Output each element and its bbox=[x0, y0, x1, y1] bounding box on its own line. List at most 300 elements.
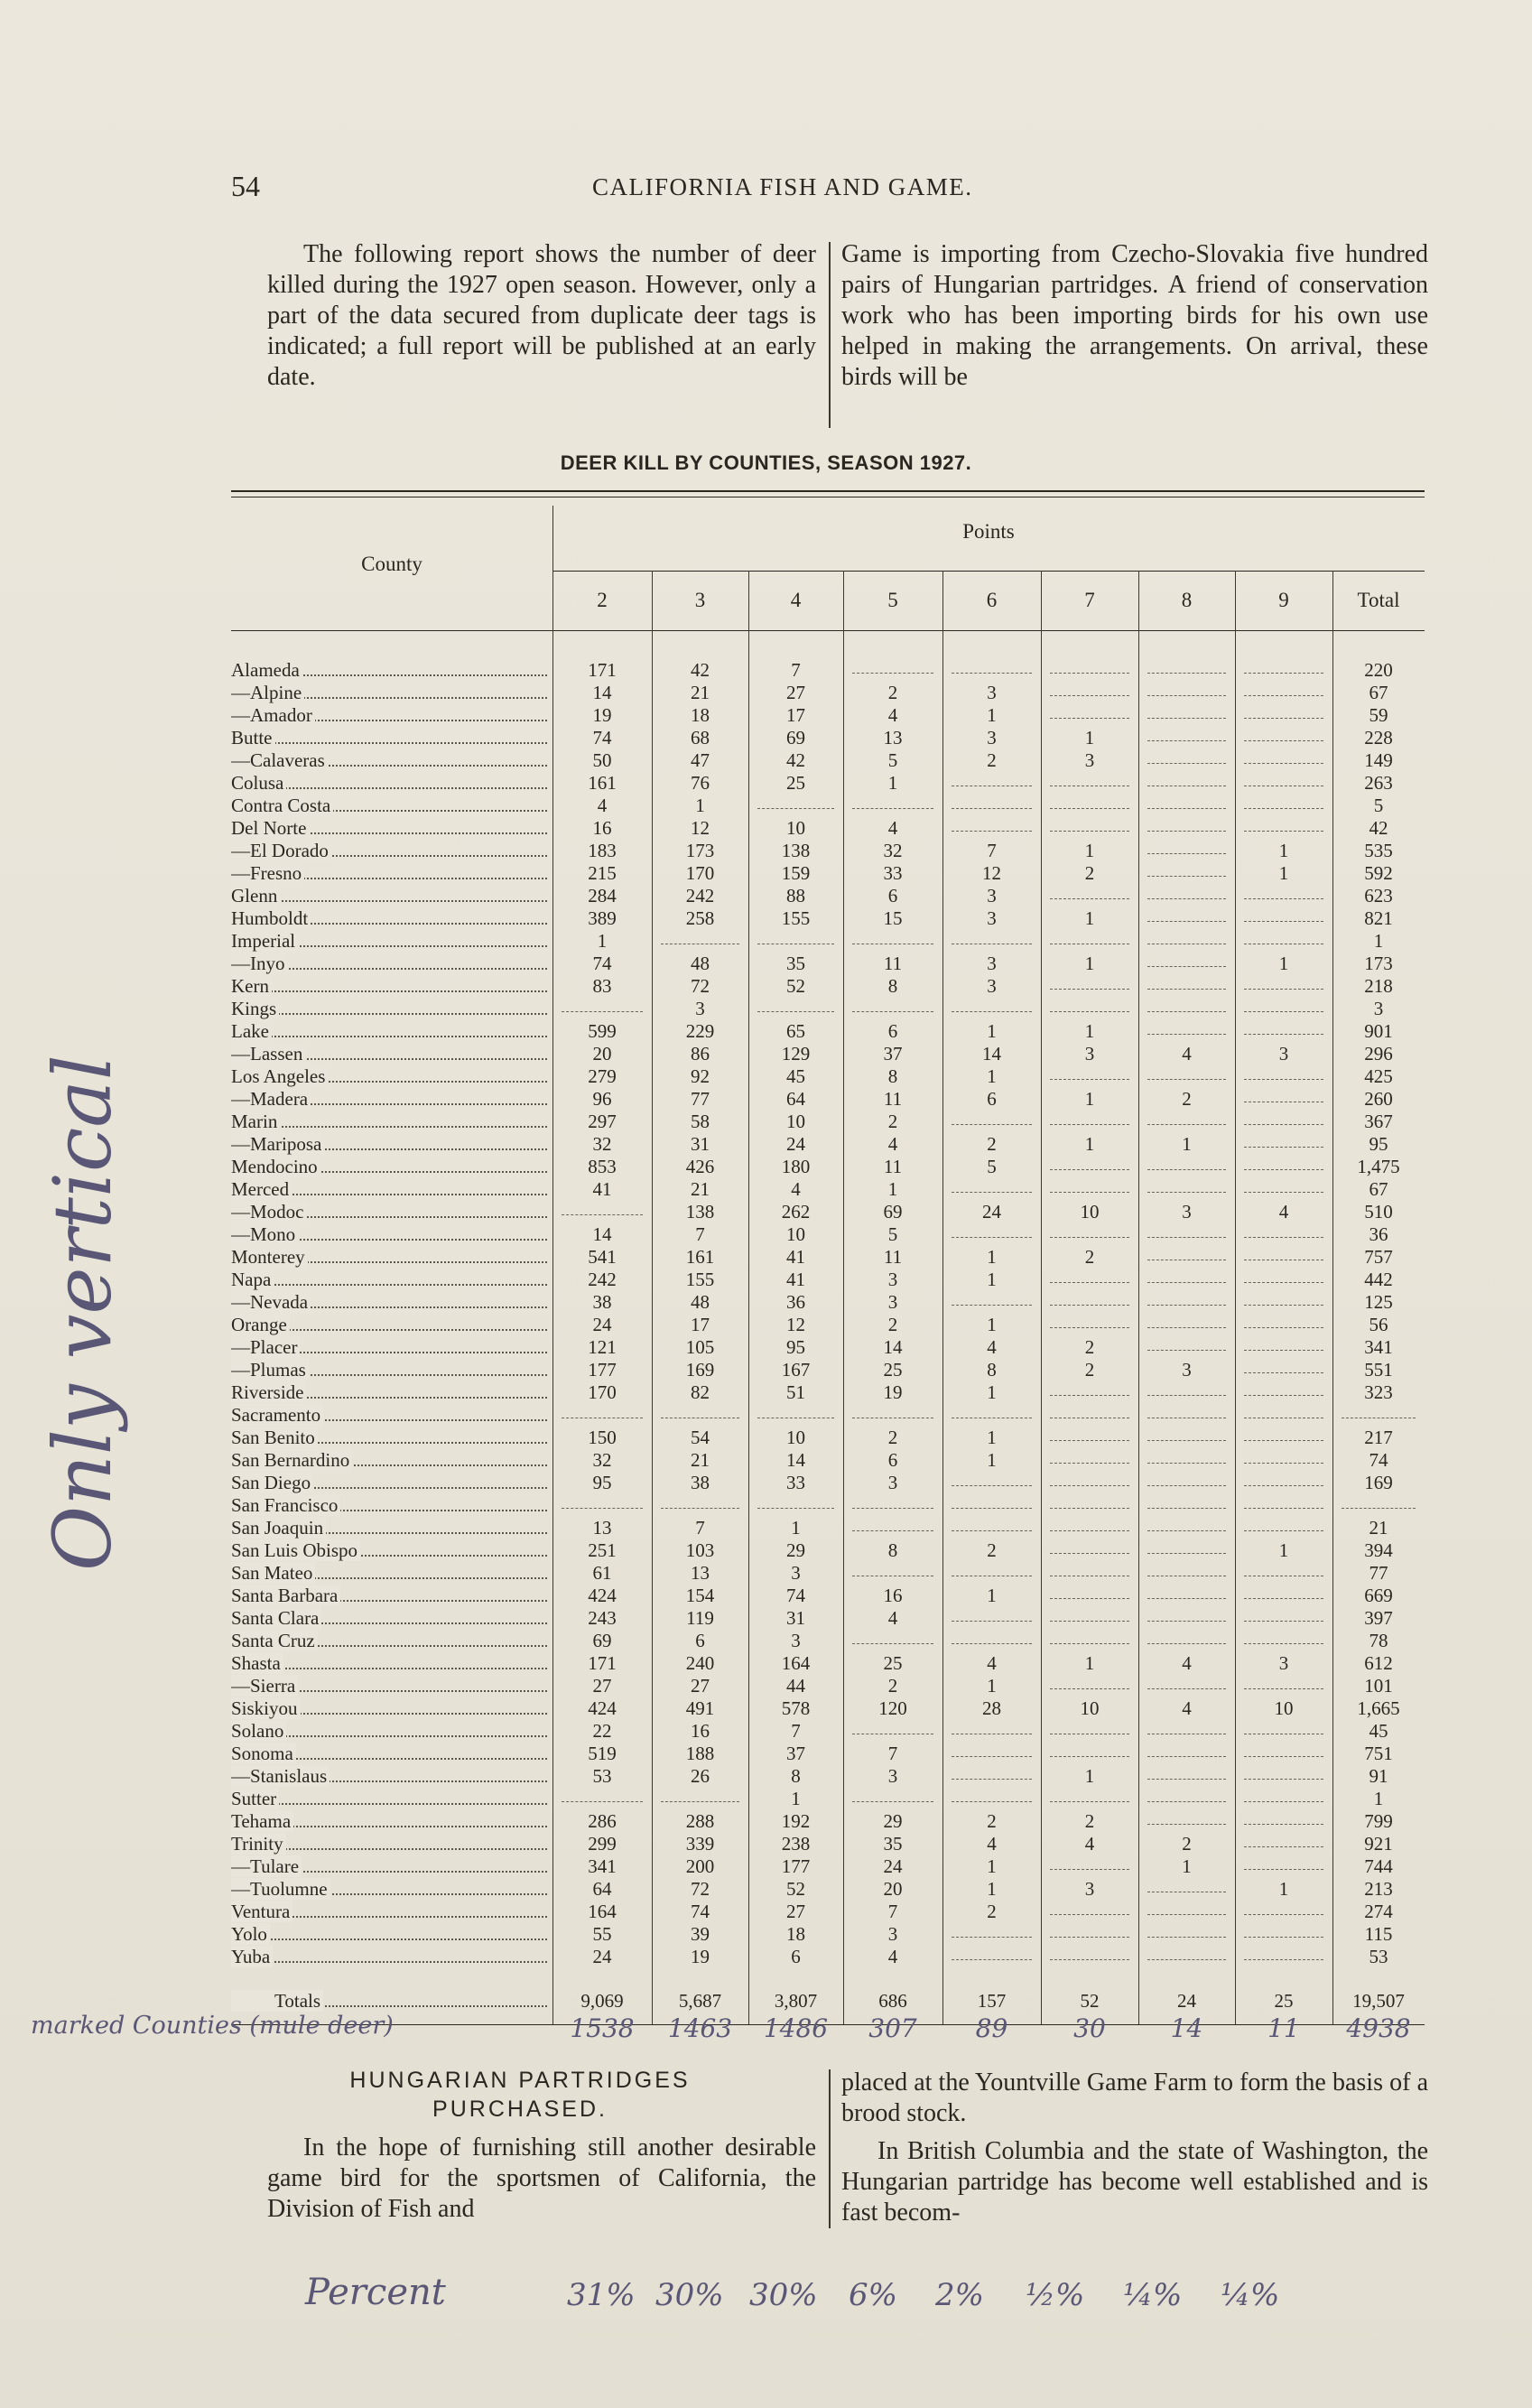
table-row bbox=[231, 727, 1425, 749]
table-cell: 1 bbox=[987, 1855, 997, 1877]
points-header: Points bbox=[962, 520, 1015, 543]
handwritten-marked-value: 11 bbox=[1267, 2013, 1300, 2043]
table-cell bbox=[562, 1494, 643, 1509]
table-cell bbox=[1050, 998, 1129, 1012]
table-cell: 96 bbox=[592, 1088, 612, 1110]
table-cell: 47 bbox=[691, 749, 710, 771]
table-cell: 1 bbox=[1084, 1133, 1095, 1155]
table-cell: 167 bbox=[781, 1359, 811, 1381]
table-row bbox=[231, 1539, 1425, 1562]
table-cell: 397 bbox=[1364, 1607, 1393, 1629]
county-name: —Modoc bbox=[231, 1201, 547, 1223]
table-cell bbox=[1244, 885, 1323, 899]
table-cell bbox=[952, 1472, 1032, 1486]
table-cell: 263 bbox=[1364, 772, 1393, 794]
handwritten-percent-value: 31% bbox=[567, 2277, 636, 2313]
table-cell bbox=[952, 1404, 1032, 1418]
table-cell bbox=[952, 772, 1032, 786]
table-cell: 155 bbox=[781, 907, 811, 929]
table-cell: 623 bbox=[1364, 885, 1393, 906]
table-row bbox=[231, 749, 1425, 772]
table-cell bbox=[1147, 907, 1226, 922]
table-cell: 7 bbox=[887, 1743, 898, 1764]
table-cell: 31 bbox=[691, 1133, 710, 1155]
table-cell: 426 bbox=[685, 1156, 715, 1177]
table-cell: 3 bbox=[987, 975, 997, 997]
table-cell: 164 bbox=[588, 1901, 617, 1922]
table-cell: 288 bbox=[685, 1810, 715, 1832]
county-name: Del Norte bbox=[231, 817, 547, 840]
table-cell: 669 bbox=[1364, 1585, 1393, 1606]
table-cell: 2 bbox=[987, 1901, 997, 1922]
table-cell: 394 bbox=[1364, 1539, 1393, 1561]
table-cell: 27 bbox=[691, 1675, 710, 1697]
handwritten-marked-value: 307 bbox=[868, 2013, 917, 2043]
section-right-paragraph: In British Columbia and the state of Washington, the Hungarian partridge has become well established and is fast becom- bbox=[841, 2137, 1428, 2227]
table-cell bbox=[1147, 1810, 1226, 1825]
table-cell bbox=[1147, 1246, 1226, 1260]
county-name: Lake bbox=[231, 1020, 547, 1043]
table-cell: 3 bbox=[987, 907, 997, 929]
table-cell bbox=[1244, 1314, 1323, 1328]
table-cell: 32 bbox=[883, 840, 903, 861]
table-cell bbox=[1147, 840, 1226, 854]
table-cell bbox=[1244, 1269, 1323, 1283]
table-cell: 1,665 bbox=[1357, 1697, 1400, 1719]
table-cell bbox=[1244, 1427, 1323, 1441]
table-cell bbox=[1147, 953, 1226, 967]
county-header: County bbox=[361, 553, 422, 575]
section-title-line2: PURCHASED. bbox=[432, 2097, 608, 2122]
table-cell: 74 bbox=[786, 1585, 805, 1606]
handwritten-marked-label: marked Counties (mule deer) bbox=[31, 2012, 394, 2040]
table-row bbox=[231, 1562, 1425, 1585]
table-cell bbox=[562, 1404, 643, 1418]
table-cell bbox=[952, 1788, 1032, 1802]
table-cell: 39 bbox=[691, 1923, 710, 1945]
column-header-8: 8 bbox=[1181, 589, 1193, 611]
table-cell bbox=[1050, 1223, 1129, 1238]
table-row bbox=[231, 1065, 1425, 1088]
table-cell bbox=[1147, 930, 1226, 944]
county-name: Napa bbox=[231, 1269, 547, 1291]
table-cell: 95 bbox=[786, 1336, 805, 1358]
table-cell: 173 bbox=[685, 840, 715, 861]
table-cell: 1 bbox=[1084, 840, 1095, 861]
totals-label: Totals bbox=[231, 1990, 547, 2013]
table-cell: 1 bbox=[1278, 953, 1289, 974]
table-cell bbox=[952, 1517, 1032, 1531]
table-row bbox=[231, 1156, 1425, 1178]
table-cell: 16 bbox=[691, 1720, 710, 1742]
county-name: Shasta bbox=[231, 1652, 547, 1675]
county-name: Santa Clara bbox=[231, 1607, 547, 1630]
table-cell: 17 bbox=[786, 704, 805, 726]
table-cell: 33 bbox=[786, 1472, 805, 1493]
table-cell: 3 bbox=[987, 727, 997, 748]
table-cell bbox=[1244, 975, 1323, 990]
county-name: —Lassen bbox=[231, 1043, 547, 1065]
table-cell: 31 bbox=[786, 1607, 805, 1629]
table-cell: 243 bbox=[588, 1607, 617, 1629]
table-cell: 44 bbox=[786, 1675, 805, 1697]
table-cell: 177 bbox=[588, 1359, 617, 1381]
table-cell: 58 bbox=[691, 1111, 710, 1132]
county-name: Yuba bbox=[231, 1946, 547, 1968]
table-cell: 578 bbox=[781, 1697, 811, 1719]
table-cell: 24 bbox=[592, 1946, 612, 1967]
table-row bbox=[231, 795, 1425, 817]
table-cell bbox=[1147, 659, 1226, 674]
table-cell bbox=[1244, 772, 1323, 786]
section-left-column bbox=[267, 2133, 816, 2225]
table-cell: 8 bbox=[987, 1359, 997, 1381]
table-cell: 33 bbox=[883, 862, 903, 884]
table-cell: 1 bbox=[1084, 1020, 1095, 1042]
county-name: Riverside bbox=[231, 1381, 547, 1404]
table-row bbox=[231, 659, 1425, 682]
county-name: —Mariposa bbox=[231, 1133, 547, 1156]
county-name: Contra Costa bbox=[231, 795, 547, 817]
county-name: —Amador bbox=[231, 704, 547, 727]
table-cell: 154 bbox=[685, 1585, 715, 1606]
table-cell: 1 bbox=[987, 1427, 997, 1448]
intro-left-column bbox=[267, 239, 816, 393]
table-cell bbox=[1147, 772, 1226, 786]
table-cell: 164 bbox=[781, 1652, 811, 1674]
table-cell: 17 bbox=[691, 1314, 710, 1335]
table-cell: 1 bbox=[987, 1585, 997, 1606]
table-cell bbox=[1050, 1788, 1129, 1802]
county-name: Merced bbox=[231, 1178, 547, 1201]
county-name: San Bernardino bbox=[231, 1449, 547, 1472]
table-cell bbox=[852, 1404, 933, 1418]
table-row bbox=[231, 1111, 1425, 1133]
table-cell: 188 bbox=[685, 1743, 715, 1764]
table-cell bbox=[852, 1494, 933, 1509]
handwritten-percent-value: 30% bbox=[749, 2277, 818, 2313]
table-cell: 19 bbox=[691, 1946, 710, 1967]
table-cell: 4 bbox=[791, 1178, 801, 1200]
table-cell: 170 bbox=[685, 862, 715, 884]
table-cell: 6 bbox=[887, 1020, 898, 1042]
table-cell bbox=[852, 1720, 933, 1734]
table-row bbox=[231, 1855, 1425, 1878]
table-cell: 48 bbox=[691, 1291, 710, 1313]
table-cell: 159 bbox=[781, 862, 811, 884]
table-cell bbox=[1147, 1404, 1226, 1418]
table-cell bbox=[1050, 659, 1129, 674]
table-cell: 1 bbox=[987, 1314, 997, 1335]
table-cell: 1 bbox=[1084, 953, 1095, 974]
table-cell: 121 bbox=[588, 1336, 617, 1358]
table-cell: 2 bbox=[987, 749, 997, 771]
county-name: San Mateo bbox=[231, 1562, 547, 1585]
table-cell: 3 bbox=[887, 1765, 898, 1787]
table-cell bbox=[852, 1562, 933, 1576]
table-cell bbox=[852, 930, 933, 944]
table-cell bbox=[1147, 1449, 1226, 1464]
table-cell: 1 bbox=[597, 930, 608, 952]
table-cell: 42 bbox=[691, 659, 710, 681]
table-cell bbox=[1147, 1539, 1226, 1554]
table-title: DEER KILL BY COUNTIES, SEASON 1927. bbox=[560, 451, 972, 474]
table-cell: 218 bbox=[1364, 975, 1393, 997]
table-cell: 240 bbox=[685, 1652, 715, 1674]
table-cell: 5 bbox=[987, 1156, 997, 1177]
table-cell: 297 bbox=[588, 1111, 617, 1132]
table-cell: 22 bbox=[592, 1720, 612, 1742]
total-cell: 157 bbox=[977, 1990, 1007, 2012]
handwritten-marked-value: 1486 bbox=[763, 2013, 829, 2043]
county-name: Mendocino bbox=[231, 1156, 547, 1178]
table-cell: 3 bbox=[1084, 749, 1095, 771]
table-cell bbox=[852, 998, 933, 1012]
county-name: Trinity bbox=[231, 1833, 547, 1855]
table-cell: 18 bbox=[691, 704, 710, 726]
table-cell: 15 bbox=[883, 907, 903, 929]
table-cell: 367 bbox=[1364, 1111, 1393, 1132]
table-cell bbox=[1050, 1111, 1129, 1125]
page-header bbox=[231, 170, 1423, 206]
county-name: Colusa bbox=[231, 772, 547, 795]
table-cell: 52 bbox=[786, 975, 805, 997]
table-cell bbox=[1244, 1923, 1323, 1938]
section-left-paragraph: In the hope of furnishing still another desirable game bird for the sportsmen of California, the Division of Fish and bbox=[267, 2134, 816, 2223]
table-cell: 19 bbox=[883, 1381, 903, 1403]
table-cell bbox=[757, 1404, 834, 1418]
table-cell: 115 bbox=[1364, 1923, 1393, 1945]
table-cell bbox=[1244, 659, 1323, 674]
table-cell: 853 bbox=[588, 1156, 617, 1177]
table-row bbox=[231, 1201, 1425, 1223]
page-number: 54 bbox=[231, 170, 260, 202]
table-cell: 425 bbox=[1364, 1065, 1393, 1087]
table-cell: 74 bbox=[691, 1901, 710, 1922]
table-cell: 54 bbox=[691, 1427, 710, 1448]
table-cell: 1 bbox=[1084, 907, 1095, 929]
table-cell bbox=[1147, 1901, 1226, 1915]
table-cell bbox=[952, 930, 1032, 944]
table-row bbox=[231, 1178, 1425, 1201]
table-cell: 799 bbox=[1364, 1810, 1393, 1832]
table-cell bbox=[1050, 772, 1129, 786]
table-cell: 138 bbox=[685, 1201, 715, 1223]
table-cell bbox=[1147, 1788, 1226, 1802]
table-cell: 220 bbox=[1364, 659, 1393, 681]
table-cell: 64 bbox=[592, 1878, 612, 1900]
table-cell: 16 bbox=[883, 1585, 903, 1606]
table-cell: 341 bbox=[588, 1855, 617, 1877]
points-header-rule bbox=[552, 571, 1425, 572]
table-cell: 14 bbox=[786, 1449, 805, 1471]
table-row bbox=[231, 1427, 1425, 1449]
county-name: —Plumas bbox=[231, 1359, 547, 1381]
table-row bbox=[231, 1020, 1425, 1043]
table-cell: 238 bbox=[781, 1833, 811, 1855]
table-cell bbox=[852, 1630, 933, 1644]
section-column-divider bbox=[829, 2069, 831, 2228]
table-cell bbox=[952, 1630, 1032, 1644]
table-cell: 119 bbox=[686, 1607, 714, 1629]
table-cell: 24 bbox=[883, 1855, 903, 1877]
running-title: CALIFORNIA FISH AND GAME. bbox=[592, 173, 973, 200]
table-cell bbox=[1050, 885, 1129, 899]
table-cell: 1 bbox=[1084, 727, 1095, 748]
table-cell: 510 bbox=[1364, 1201, 1393, 1223]
table-cell bbox=[1147, 1111, 1226, 1125]
county-name: Ventura bbox=[231, 1901, 547, 1923]
table-cell: 37 bbox=[883, 1043, 903, 1065]
table-cell: 229 bbox=[685, 1020, 715, 1042]
intro-right-column bbox=[841, 239, 1428, 393]
column-header-4: 4 bbox=[790, 589, 802, 611]
table-cell: 149 bbox=[1364, 749, 1393, 771]
table-cell bbox=[1244, 1381, 1323, 1396]
table-cell bbox=[1050, 1946, 1129, 1960]
county-name: Glenn bbox=[231, 885, 547, 907]
table-cell: 4 bbox=[1182, 1043, 1192, 1065]
table-cell bbox=[1147, 1607, 1226, 1622]
table-cell bbox=[1244, 1111, 1323, 1125]
table-cell: 177 bbox=[781, 1855, 811, 1877]
table-cell bbox=[1244, 1855, 1323, 1870]
table-cell bbox=[1050, 1494, 1129, 1509]
table-cell bbox=[952, 1494, 1032, 1509]
table-cell: 2 bbox=[1084, 1246, 1095, 1268]
table-cell: 3 bbox=[887, 1291, 898, 1313]
table-cell: 59 bbox=[1369, 704, 1388, 726]
table-row bbox=[231, 1607, 1425, 1630]
table-cell: 3 bbox=[887, 1269, 898, 1290]
table-cell: 77 bbox=[1369, 1562, 1388, 1584]
table-cell: 200 bbox=[685, 1855, 715, 1877]
county-name: San Joaquin bbox=[231, 1517, 547, 1539]
table-cell: 2 bbox=[1084, 862, 1095, 884]
table-cell bbox=[1147, 862, 1226, 877]
total-cell: 52 bbox=[1080, 1990, 1100, 2012]
table-cell bbox=[1050, 1630, 1129, 1644]
table-cell: 6 bbox=[791, 1946, 801, 1967]
table-row bbox=[231, 953, 1425, 975]
table-cell: 323 bbox=[1364, 1381, 1393, 1403]
table-cell: 4 bbox=[987, 1833, 997, 1855]
table-cell: 3 bbox=[1182, 1201, 1192, 1223]
county-name: Siskiyou bbox=[231, 1697, 547, 1720]
table-cell bbox=[1244, 704, 1323, 719]
table-cell bbox=[1147, 682, 1226, 696]
table-cell bbox=[1147, 749, 1226, 764]
table-cell bbox=[1244, 1359, 1323, 1373]
table-cell: 12 bbox=[982, 862, 1001, 884]
table-cell: 21 bbox=[691, 1178, 710, 1200]
table-cell: 10 bbox=[786, 1223, 805, 1245]
table-cell bbox=[852, 1788, 933, 1802]
table-cell: 27 bbox=[786, 1901, 805, 1922]
table-cell: 3 bbox=[1278, 1043, 1289, 1065]
table-cell bbox=[952, 1720, 1032, 1734]
table-cell: 20 bbox=[592, 1043, 612, 1065]
table-cell: 86 bbox=[691, 1043, 710, 1065]
table-cell: 1 bbox=[1084, 1652, 1095, 1674]
handwritten-marked-value: 89 bbox=[975, 2013, 1008, 2043]
table-cell bbox=[1147, 1562, 1226, 1576]
table-cell: 242 bbox=[685, 885, 715, 906]
table-cell: 751 bbox=[1364, 1743, 1393, 1764]
table-cell: 274 bbox=[1364, 1901, 1393, 1922]
table-cell bbox=[1244, 1449, 1323, 1464]
table-cell bbox=[1244, 1788, 1323, 1802]
table-cell bbox=[1147, 1178, 1226, 1193]
table-cell bbox=[1342, 1494, 1416, 1509]
table-cell: 341 bbox=[1364, 1336, 1393, 1358]
table-cell bbox=[952, 1946, 1032, 1960]
table-row bbox=[231, 907, 1425, 930]
table-row bbox=[231, 1675, 1425, 1697]
table-top-rule bbox=[231, 490, 1425, 492]
table-cell: 5 bbox=[887, 749, 898, 771]
total-cell: 25 bbox=[1274, 1990, 1294, 2012]
table-cell bbox=[852, 1517, 933, 1531]
table-cell bbox=[852, 659, 933, 674]
table-cell bbox=[1147, 1675, 1226, 1689]
table-cell: 64 bbox=[786, 1088, 805, 1110]
table-cell: 2 bbox=[987, 1133, 997, 1155]
table-cell: 36 bbox=[786, 1291, 805, 1313]
table-cell bbox=[952, 1765, 1032, 1780]
table-cell bbox=[1244, 1246, 1323, 1260]
table-cell: 2 bbox=[887, 1314, 898, 1335]
table-row bbox=[231, 1404, 1425, 1427]
handwritten-marked-value: 14 bbox=[1170, 2013, 1203, 2043]
table-cell: 4 bbox=[597, 795, 608, 816]
table-cell bbox=[1050, 1539, 1129, 1554]
table-cell: 4 bbox=[987, 1336, 997, 1358]
table-cell: 48 bbox=[691, 953, 710, 974]
total-cell: 9,069 bbox=[580, 1990, 624, 2012]
table-cell: 1 bbox=[1278, 862, 1289, 884]
handwritten-percent-value: 30% bbox=[655, 2277, 724, 2313]
total-cell: 686 bbox=[878, 1990, 907, 2012]
county-name: —El Dorado bbox=[231, 840, 547, 862]
table-cell: 1 bbox=[1182, 1133, 1192, 1155]
table-cell: 25 bbox=[883, 1359, 903, 1381]
deer-kill-table bbox=[231, 659, 1425, 1968]
table-cell bbox=[1050, 1314, 1129, 1328]
table-cell: 3 bbox=[887, 1923, 898, 1945]
intro-right-paragraph: Game is importing from Czecho-Slovakia five hundred pairs of Hungarian partridges. A friend of conservation work who has been importing birds for his own use helped in making the arrangements. On arrival, these birds will be bbox=[841, 240, 1428, 391]
table-cell: 105 bbox=[685, 1336, 715, 1358]
table-cell bbox=[1244, 1765, 1323, 1780]
table-cell: 757 bbox=[1364, 1246, 1393, 1268]
county-name: —Alpine bbox=[231, 682, 547, 704]
table-cell bbox=[1147, 727, 1226, 741]
table-cell bbox=[952, 817, 1032, 832]
table-cell bbox=[1244, 1562, 1323, 1576]
table-cell bbox=[1050, 1675, 1129, 1689]
table-cell: 120 bbox=[878, 1697, 907, 1719]
table-cell: 228 bbox=[1364, 727, 1393, 748]
handwritten-marked-value: 1538 bbox=[570, 2013, 635, 2043]
table-cell: 1 bbox=[887, 1178, 898, 1200]
handwritten-marked-value: 4938 bbox=[1346, 2013, 1411, 2043]
table-cell: 1 bbox=[1182, 1855, 1192, 1877]
table-cell: 25 bbox=[786, 772, 805, 794]
table-row bbox=[231, 682, 1425, 704]
table-cell: 170 bbox=[588, 1381, 617, 1403]
table-cell: 95 bbox=[1369, 1133, 1388, 1155]
table-cell bbox=[1050, 1607, 1129, 1622]
